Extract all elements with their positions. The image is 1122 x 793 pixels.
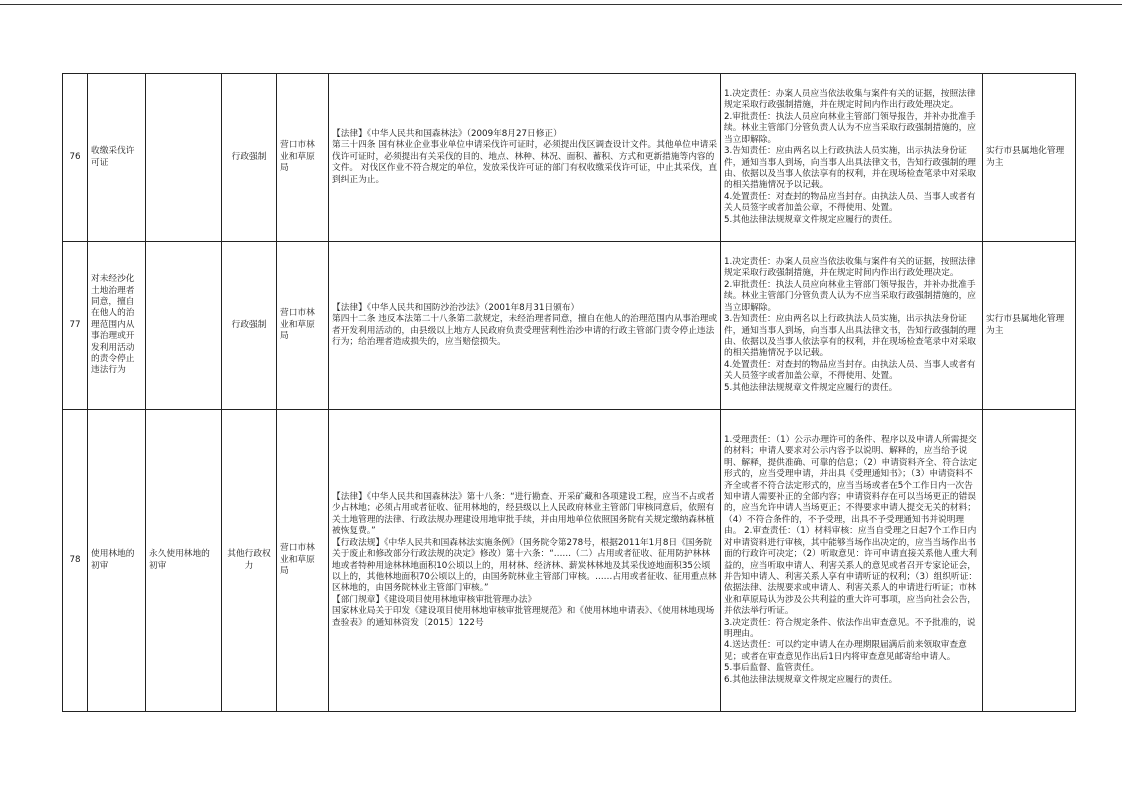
responsibility-item: 2.审批责任：执法人员应向林业主管部门领导报告，并补办批准手续。林业主管部门分管负责人认为不应当采取行政强制措施的，应当立即解除。: [724, 279, 976, 313]
department-line: 局: [280, 331, 289, 342]
item-name: 对未经沙化土地治理者同意，擅自在他人的治理范围内从事治理或开发利用活动的责令停止违法行为: [88, 242, 146, 410]
basis-paragraph: 【法律】《中华人民共和国森林法》第十八条：“进行勘查、开采矿藏和各项建设工程，应当不占或者少占林地；必须占用或者征收、征用林地的，经县级以上人民政府林业主管部门审核同意后，依照有关土地管理的法律、行政法规办理建设用地审批手续，并由用地单位依照国务院有关规定缴纳森林植被恢复费。”: [332, 492, 715, 537]
basis-paragraph: 【法律】《中华人民共和国森林法》（2009年8月27日修正）: [332, 128, 562, 139]
department-line: 营口市林: [280, 308, 315, 319]
responsibility-item: 5.其他法律法规规章文件规定应履行的责任。: [724, 214, 898, 225]
implementing-department: [277, 242, 329, 410]
administrative-level: 实行市县属地化管理为主: [983, 74, 1076, 242]
basis-paragraph: 【行政法规】《中华人民共和国森林法实施条例》（国务院令第278号，根据2011年1月8日《国务院关于废止和修改部分行政法规的决定》修改）第十六条：“……（二）占用或者征收、征用防护林林地或者特种用途林林地面积10公顷以上的，用材林、经济林、薪炭林林地及其采伐迹地面积35公顷以上的，其他林地面积70公顷以上的，由国务院林业主管部门审核。……占用或者征收、征用重点林区林地的，由国务院林业主管部门审核。”: [332, 537, 717, 594]
responsibility-item: 4.送达责任：可以约定申请人在办理期限届满后前来领取审查意见；或者在审查意见作出后1日内将审查意见邮寄给申请人。: [724, 640, 967, 662]
basis-paragraph: 第三十四条 国有林业企业事业单位申请采伐许可证时，必须提出伐区调查设计文件。其他单位申请采伐许可证时，必须提出有关采伐的目的、地点、林种、林况、面积、蓄积、方式和更新措施等内容的文件。 对伐区作业不符合规定的单位，发放采伐许可证的部门有权收缴采伐许可证，中止其采伐，直到纠正为止。: [332, 140, 718, 185]
department-line: 局: [280, 163, 289, 174]
power-list-table: [62, 73, 1076, 712]
responsibilities: [721, 74, 983, 242]
table-row: [63, 74, 1076, 242]
responsibility-item: 4.处置责任：对查封的物品应当封存。由执法人员、当事人或者有关人员签字或者加盖公章，不得使用、处置。: [724, 359, 976, 382]
department-line: 局: [280, 566, 289, 577]
implementing-department: [277, 410, 329, 712]
basis-paragraph: 第四十二条 违反本法第二十八条第二款规定，未经治理者同意，擅自在他人的治理范围内从事治理或者开发利用活动的，由县级以上地方人民政府负责受理营利性治沙申请的行政主管部门责令停止违法行为；给治理者造成损失的，应当赔偿损失。: [332, 314, 718, 347]
sub-item-name: [146, 242, 222, 410]
responsibility-item: 3.告知责任：应由两名以上行政执法人员实施，出示执法身份证件，通知当事人到场，向当事人出具法律文书，告知行政强制的理由、依据以及当事人依法享有的权利，并在现场检查笔录中对采取的相关措施情况予以记载。: [724, 146, 976, 191]
basis-paragraph: 国家林业局关于印发《建设项目使用林地审核审批管理规范》和《使用林地申请表》、《使用林地现场查验表》的通知林资发〔2015〕122号: [332, 606, 715, 628]
power-category: 行政强制: [222, 74, 277, 242]
implementing-department: [277, 74, 329, 242]
legal-basis: [329, 410, 721, 712]
responsibility-item: 5.事后监督、监管责任。: [724, 663, 820, 674]
table-row: [63, 410, 1076, 712]
responsibility-item: 6.其他法律法规规章文件规定应履行的责任。: [724, 674, 898, 685]
item-name: 收缴采伐许可证: [88, 74, 146, 242]
department-line: 业和草原: [280, 319, 315, 330]
responsibility-item: 3.决定责任：符合规定条件、依法作出审查意见。不予批准的，说明理由。: [724, 617, 976, 639]
responsibility-item: 3.告知责任：应由两名以上行政执法人员实施，出示执法身份证件，通知当事人到场，向当事人出具法律文书，告知行政强制的理由、依据以及当事人依法享有的权利，并在现场检查笔录中对采取的相关措施情况予以记载。: [724, 314, 976, 359]
row-number: 77: [63, 242, 88, 410]
basis-paragraph: 【部门规章】《建设项目使用林地审核审批管理办法》: [332, 594, 537, 605]
responsibilities: [721, 410, 983, 712]
row-number: 78: [63, 410, 88, 712]
sub-item-name: [146, 74, 222, 242]
department-line: 业和草原: [280, 151, 315, 162]
row-number: 76: [63, 74, 88, 242]
sub-item-name: 永久使用林地的初审: [146, 410, 222, 712]
power-category: 行政强制: [222, 242, 277, 410]
responsibility-item: 1.决定责任：办案人员应当依法收集与案件有关的证据，按照法律规定采取行政强制措施，并在规定时间内作出行政处理决定。: [724, 257, 976, 279]
legal-basis: [329, 242, 721, 410]
administrative-level: 实行市县属地化管理为主: [983, 242, 1076, 410]
responsibility-item: 2.审批责任：执法人员应向林业主管部门领导报告，并补办批准手续。林业主管部门分管负责人认为不应当采取行政强制措施的，应当立即解除。: [724, 111, 976, 145]
responsibility-item: 4.处置责任：对查封的物品应当封存。由执法人员、当事人或者有关人员签字或者加盖公章，不得使用、处置。: [724, 191, 976, 214]
department-line: 营口市林: [280, 543, 315, 554]
responsibility-item: 1.受理责任：（1）公示办理许可的条件、程序以及申请人所需提交的材料；申请人要求对公示内容予以说明、解释的，应当给予说明、解释，提供准确、可靠的信息；（2）申请资料齐全、符合法定形式的，应当受理申请，并出具《受理通知书》；（3）申请资料不齐全或者不符合法定形式的，应当当场或者在5个工作日内一次告知申请人需要补正的全部内容；申请资料存在可以当场更正的错误的，应当允许申请人当场更正；不得要求申请人提交无关的材料；（4）不符合条件的，不予受理，出具不予受理通知书并说明理由。 2.审查责任：（1）材料审核：应当自受理之日起7个工作日内对申请资料进行审核，其中能够当场作出决定的，应当当场作出书面的行政许可决定；（2）听取意见：许可申请直接关系他人重大利益的，应当听取申请人、利害关系人的意见或者召开专家论证会，并告知申请人、利害关系人享有申请听证的权利；（3）组织听证：依据法律、法规要求或申请人、利害关系人的申请进行听证；市林业和草原局认为涉及公共利益的重大许可事项，应当向社会公告，并依法举行听证。: [724, 435, 978, 617]
responsibilities: [721, 242, 983, 410]
legal-basis: [329, 74, 721, 242]
department-line: 业和草原: [280, 554, 315, 565]
top-rule: [0, 4, 1122, 5]
responsibility-item: 1.决定责任：办案人员应当依法收集与案件有关的证据，按照法律规定采取行政强制措施，并在规定时间内作出行政处理决定。: [724, 89, 976, 111]
table-row: [63, 242, 1076, 410]
administrative-level: [983, 410, 1076, 712]
responsibility-item: 5.其他法律法规规章文件规定应履行的责任。: [724, 382, 898, 393]
item-name: 使用林地的初审: [88, 410, 146, 712]
department-line: 营口市林: [280, 140, 315, 151]
basis-paragraph: 【法律】《中华人民共和国防沙治沙法》（2001年8月31日颁布）: [332, 302, 580, 313]
power-category: 其他行政权力: [222, 410, 277, 712]
